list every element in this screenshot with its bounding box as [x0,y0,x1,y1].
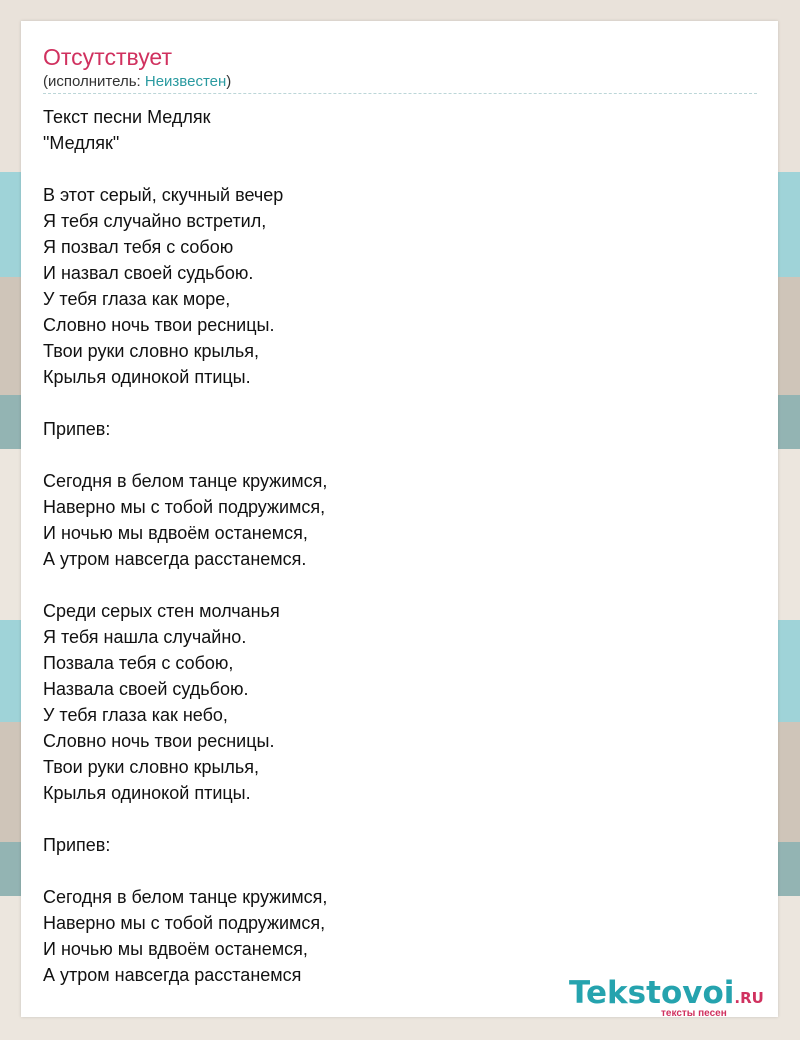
lyrics-line: Я тебя нашла случайно. [43,627,247,647]
lyrics-line: Твои руки словно крылья, [43,757,260,777]
site-logo[interactable] [569,975,779,1019]
artist-line [43,73,231,91]
lyrics-line: Крылья одинокой птицы. [43,367,251,387]
lyrics-line: Сегодня в белом танце кружимся, [43,471,328,491]
lyrics-blank-line [43,442,743,468]
song-title: Отсутствует [43,44,172,70]
lyrics-line: И назвал своей судьбою. [43,263,254,283]
lyrics-line: Словно ночь твои ресницы. [43,315,275,335]
lyrics-line: "Медляк" [43,133,120,153]
lyrics-blank-line [43,858,743,884]
lyrics-line: Наверно мы с тобой подружимся, [43,497,326,517]
lyrics-line: Наверно мы с тобой подружимся, [43,913,326,933]
lyrics-line: Позвала тебя с собою, [43,653,234,673]
lyrics-line: И ночью мы вдвоём останемся, [43,939,308,959]
artist-prefix: (исполнитель: [43,73,145,90]
lyrics-blank-line [43,390,743,416]
lyrics-blank-line [43,806,743,832]
lyrics-line: И ночью мы вдвоём останемся, [43,523,308,543]
lyrics-line: Я позвал тебя с собою [43,237,234,257]
lyrics-card [21,21,778,1017]
lyrics-line: Я тебя случайно встретил, [43,211,267,231]
lyrics-line: Текст песни Медляк [43,107,211,127]
logo-tld: .RU [734,989,764,1007]
logo-tagline: тексты песен [661,1008,727,1019]
lyrics-line: Назвала своей судьбою. [43,679,249,699]
lyrics-line: А утром навсегда расстанемся [43,965,302,985]
lyrics-line: Припев: [43,419,111,439]
lyrics-line: А утром навсегда расстанемся. [43,549,307,569]
logo-brand-name: Tekstovoi [569,975,735,1011]
lyrics-line: Припев: [43,835,111,855]
lyrics-line: В этот серый, скучный вечер [43,185,284,205]
artist-link[interactable]: Неизвестен [144,73,227,90]
lyrics-line: Среди серых стен молчанья [43,601,280,621]
lyrics-line: Крылья одинокой птицы. [43,783,251,803]
lyrics-line: Твои руки словно крылья, [43,341,260,361]
lyrics-blank-line [43,156,743,182]
lyrics-line: Сегодня в белом танце кружимся, [43,887,328,907]
lyrics-line: Словно ночь твои ресницы. [43,731,275,751]
lyrics-blank-line [43,572,743,598]
lyrics-line: У тебя глаза как небо, [43,705,228,725]
artist-suffix: ) [226,73,232,90]
dashed-divider [43,93,757,94]
lyrics-text [43,104,743,988]
lyrics-line: У тебя глаза как море, [43,289,231,309]
